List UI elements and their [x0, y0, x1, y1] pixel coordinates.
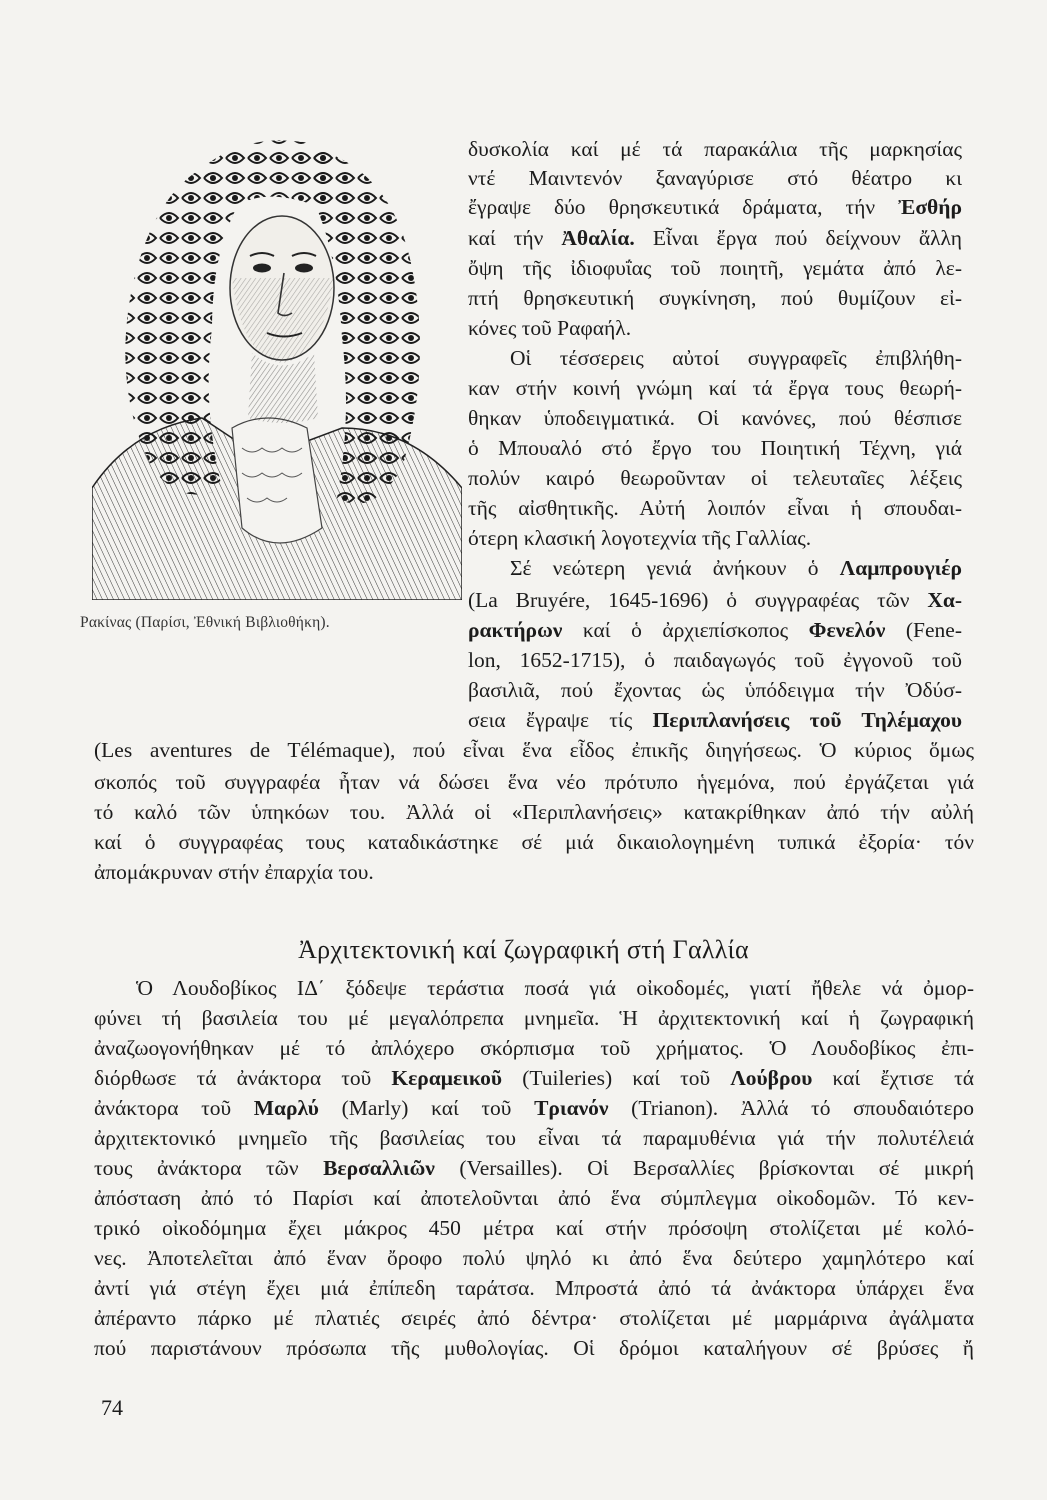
text-line: ἀντί γιά στέγη ἔχει μιά ἐπίπεδη ταράτσα. Μπροστά ἀπό τά ἀνάκτορα ὑπάρχει ἕνα [94, 1276, 974, 1300]
text-line: ὄψη τῆς ἰδιοφυΐας τοῦ ποιητῆ, γεμάτα ἀπό λε- [468, 256, 962, 280]
text-line: καί τήν Ἀθαλία. Εἶναι ἔργα πού δείχνουν ἄλλη [468, 226, 962, 250]
bold-term: Λαμπρουγιέρ [839, 556, 962, 580]
bold-term: Χα- [927, 588, 962, 612]
text-line: τῆς αἰσθητικῆς. Αὐτή λοιπόν εἶναι ἡ σπουδαι- [468, 496, 962, 520]
text-line: πολύν καιρό θεωροῦνταν οἱ τελευταῖες λέξεις [468, 466, 962, 490]
text-line: νες. Ἀποτελεῖται ἀπό ἕναν ὄροφο πολύ ψηλό κι ἀπό ἕνα δεύτερο χαμηλότερο καί [94, 1246, 974, 1270]
text-line: πτή θρησκευτική συγκίνηση, πού θυμίζουν εἰ- [468, 286, 962, 310]
text-line: Ὁ Λουδοβίκος ΙΔ΄ ξόδεψε τεράστια ποσά γιά οἰκοδομές, γιατί ἤθελε νά ὀμορ- [136, 976, 974, 1000]
text-line: ἀναζωογονήθηκαν μέ τό ἀπλόχερο σκόρπισμα τοῦ χρήματος. Ὁ Λουδοβίκος ἐπι- [94, 1036, 974, 1060]
bold-term: Περιπλανήσεις τοῦ Τηλέμαχου [652, 708, 962, 732]
bold-term: Φενελόν [808, 618, 886, 642]
text-line: lon, 1652-1715), ὁ παιδαγωγός τοῦ ἐγγονοῦ τοῦ [468, 648, 962, 672]
bold-term: Λούβρου [730, 1066, 813, 1090]
section-heading: Ἀρχιτεκτονική καί ζωγραφική στή Γαλλία [298, 935, 749, 964]
bold-term: Ἀθαλία. [561, 226, 635, 250]
text-line: (Les aventures de Télémaque), πού εἶναι ἕνα εἶδος ἐπικῆς διηγήσεως. Ὁ κύριος ὅμως [94, 738, 974, 762]
bold-term: Μαρλύ [253, 1096, 319, 1120]
portrait-engraving [92, 128, 462, 600]
text-line: φύνει τή βασιλεία του μέ μεγαλόπρεπα μνημεῖα. Ἡ ἀρχιτεκτονική καί ἡ ζωγραφική [94, 1006, 974, 1030]
text-line: κόνες τοῦ Ραφαήλ. [468, 316, 632, 340]
text-line: καί ὁ συγγραφέας τους καταδικάστηκε σέ μιά δικαιολογημένη τυπικά ἐξορία· τόν [94, 830, 974, 854]
text-line: θηκαν ὑποδειγματικά. Οἱ κανόνες, πού θέσπισε [468, 406, 962, 430]
text-line: ότερη κλασική λογοτεχνία τῆς Γαλλίας. [468, 526, 812, 550]
text-line: ἀρχιτεκτονικό μνημεῖο τῆς βασιλείας του εἶναι τά παραμυθένια γιά τήν πολυτέλειά [94, 1126, 974, 1150]
text-line: πού παριστάνουν πρόσωπα τῆς μυθολογίας. Οἱ δρόμοι καταλήγουν σέ βρύσες ἤ [94, 1336, 974, 1360]
bold-term: Βερσαλλιῶν [323, 1156, 435, 1180]
bold-term: Τριανόν [534, 1096, 609, 1120]
text-line: τρικό οἰκοδόμημα ἔχει μάκρος 450 μέτρα καί στήν πρόσοψη στολίζεται μέ κολό- [94, 1216, 974, 1240]
text-line: ἀπόσταση ἀπό τό Παρίσι καί ἀποτελοῦνται ἀπό ἕνα σύμπλεγμα οἰκοδομῶν. Τό κεν- [94, 1186, 974, 1210]
text-line: (La Bruyére, 1645-1696) ὁ συγγραφέας τῶν Χα- [468, 588, 962, 612]
text-line: ἀνάκτορα τοῦ Μαρλύ (Marly) καί τοῦ Τριανόν (Trianon). Ἀλλά τό σπουδαιότερο [94, 1096, 974, 1120]
text-line: ντέ Μαιντενόν ξαναγύρισε στό θέατρο κι [468, 166, 962, 190]
text-line: σκοπός τοῦ συγγραφέα ἦταν νά δώσει ἕνα νέο πρότυπο ἡγεμόνα, πού ἐργάζεται γιά [94, 770, 974, 794]
text-line: ἀπέραντο πάρκο μέ πλατιές σειρές ἀπό δέντρα· στολίζεται μέ μαρμάρινα ἀγάλματα [94, 1306, 974, 1330]
text-line: Οἱ τέσσερεις αὐτοί συγγραφεῖς ἐπιβλήθη- [510, 346, 962, 370]
text-line: ἀπομάκρυναν στήν ἐπαρχία του. [94, 860, 374, 884]
text-line: τους ἀνάκτορα τῶν Βερσαλλιῶν (Versailles). Οἱ Βερσαλλίες βρίσκονται σέ μικρή [94, 1156, 974, 1180]
text-line: διόρθωσε τά ἀνάκτορα τοῦ Κεραμεικοῦ (Tuileries) καί τοῦ Λούβρου καί ἔχτισε τά [94, 1066, 974, 1090]
figure-caption: Ρακίνας (Παρίσι, Ἐθνική Βιβλιοθήκη). [80, 614, 330, 631]
text-line: σεια ἔγραψε τίς Περιπλανήσεις τοῦ Τηλέμαχου [468, 708, 962, 732]
page-number: 74 [101, 1395, 123, 1420]
bold-term: Ἐσθήρ [898, 195, 962, 219]
text-line: δυσκολία καί μέ τά παρακάλια τῆς μαρκησίας [468, 137, 962, 161]
text-line: ρακτήρων καί ὁ ἀρχιεπίσκοπος Φενελόν (Fene- [468, 618, 962, 642]
text-line: τό καλό τῶν ὑπηκόων του. Ἀλλά οἱ «Περιπλανήσεις» κατακρίθηκαν ἀπό τήν αὐλή [94, 800, 974, 824]
bold-term: ρακτήρων [468, 618, 563, 642]
text-line: ἔγραψε δύο θρησκευτικά δράματα, τήν Ἐσθήρ [468, 195, 962, 219]
text-line: ὁ Μπουαλό στό ἔργο του Ποιητική Τέχνη, γιά [468, 436, 962, 460]
text-line: βασιλιᾶ, πού ἔχοντας ὡς ὑπόδειγμα τήν Ὀδύσ- [468, 678, 962, 702]
text-line: Σέ νεώτερη γενιά ἀνήκουν ὁ Λαμπρουγιέρ [510, 556, 962, 580]
bold-term: Κεραμεικοῦ [391, 1066, 503, 1090]
text-line: καν στήν κοινή γνώμη καί τά ἔργα τους θεωρή- [468, 376, 962, 400]
